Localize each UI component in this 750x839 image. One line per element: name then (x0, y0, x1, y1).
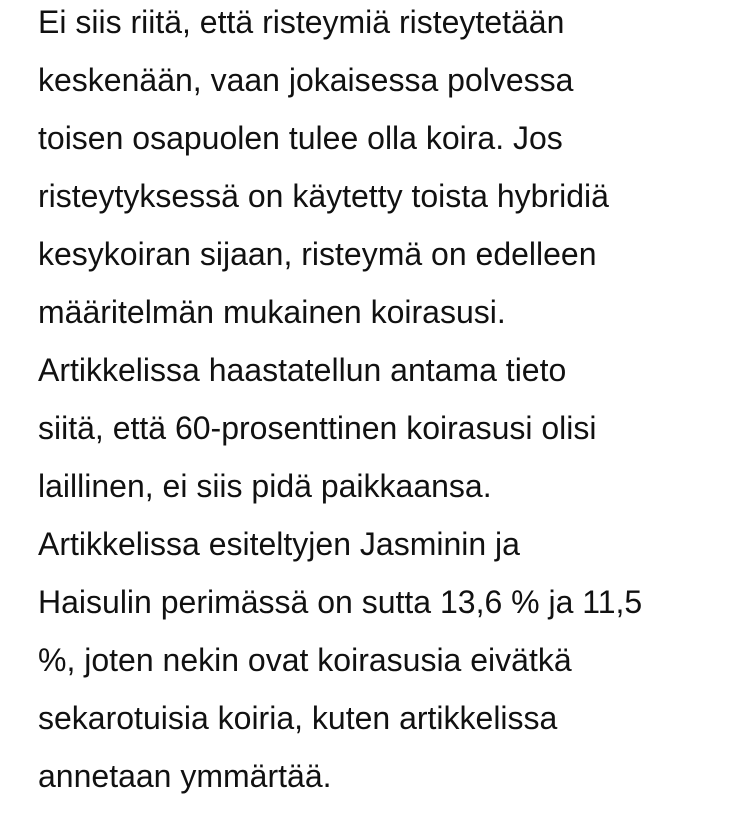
text-line: siitä, että 60-prosenttinen koirasusi olisi (38, 410, 597, 446)
text-line: annetaan ymmärtää. (38, 758, 332, 794)
text-line: laillinen, ei siis pidä paikkaansa. (38, 468, 492, 504)
text-line: Artikkelissa haastatellun antama tieto (38, 352, 567, 388)
text-line: määritelmän mukainen koirasusi. (38, 294, 506, 330)
text-line: Ei siis riitä, että risteymiä risteytetään (38, 4, 565, 40)
text-line: keskenään, vaan jokaisessa polvessa (38, 62, 574, 98)
text-line: %, joten nekin ovat koirasusia eivätkä (38, 642, 572, 678)
text-line: sekarotuisia koiria, kuten artikkelissa (38, 700, 558, 736)
text-line: kesykoiran sijaan, risteymä on edelleen (38, 236, 597, 272)
text-line: Haisulin perimässä on sutta 13,6 % ja 11,5 (38, 584, 643, 620)
text-line: Artikkelissa esiteltyjen Jasminin ja (38, 526, 520, 562)
article-text (38, 0, 738, 812)
text-line: toisen osapuolen tulee olla koira. Jos (38, 120, 563, 156)
text-line: risteytyksessä on käytetty toista hybridiä (38, 178, 609, 214)
